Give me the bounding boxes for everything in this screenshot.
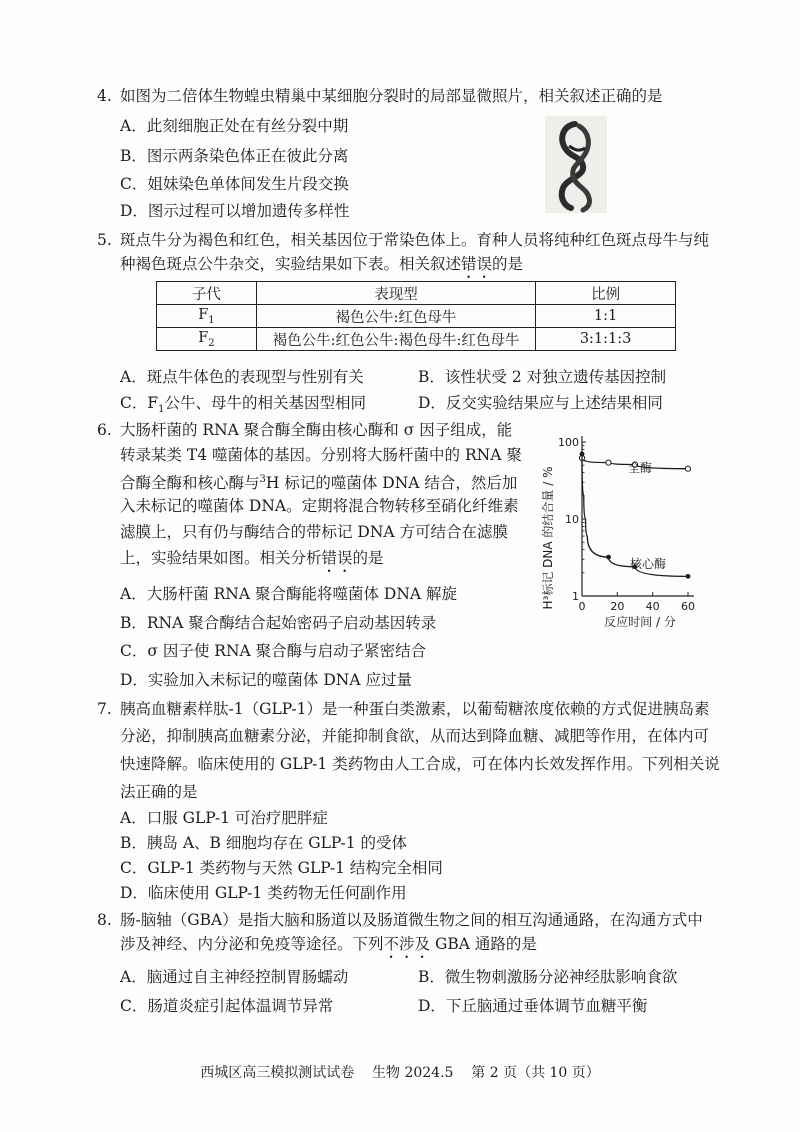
chromosome-micrograph <box>545 116 607 213</box>
q5-option-b: B．该性状受 2 对独立遗传基因控制 <box>418 368 667 386</box>
q7-option-d: D．临床使用 GLP-1 类药物无任何副作用 <box>120 884 407 902</box>
data-point-holoenzyme <box>685 466 690 471</box>
question-8-line2: 涉及神经、内分泌和免疫等途径。下列不涉及 GBA 通路的是 <box>120 935 537 953</box>
question-7-line2: 分泌，抑制胰高血糖素分泌，并能抑制食欲，从而达到降血糖、减肥等作用，在体内可 <box>120 727 710 745</box>
q7-option-b: B．胰岛 A、B 细胞均存在 GLP-1 的受体 <box>120 834 408 852</box>
question-6-line2: 转录某类 T4 噬菌体的基因。分别将大肠杆菌中的 RNA 聚 <box>120 446 522 464</box>
chart-y-tick-label: 100 <box>558 436 579 449</box>
table-cell-phenotype: 褐色公牛:红色公牛:褐色母牛:红色母牛 <box>256 328 535 351</box>
table-cell-generation: $F_2$ <box>157 328 257 351</box>
question-7-line4: 法正确的是 <box>120 783 198 801</box>
q5-option-d: D．反交实验结果应与上述结果相同 <box>418 394 663 412</box>
binding-chart <box>530 428 705 643</box>
table-row <box>157 328 676 351</box>
question-5-stem-line2: 种褐色斑点公牛杂交，实验结果如下表。相关叙述错误的是 <box>120 255 524 273</box>
q6-option-b: B．RNA 聚合酶结合起始密码子启动基因转录 <box>120 614 437 632</box>
question-8-line1: 肠-脑轴（GBA）是指大脑和肠道以及肠道微生物之间的相互沟通通路，在沟通方式中 <box>120 911 703 929</box>
series-label-holoenzyme: 全酶 <box>628 461 653 475</box>
q4-option-a: A．此刻细胞正处在有丝分裂中期 <box>120 117 349 135</box>
question-6-line6: 上，实验结果如图。相关分析错误的是 <box>120 549 384 567</box>
q5-option-c: C．$F_1$公牛、母牛的相关基因型相同 <box>120 394 367 416</box>
data-point-core-enzyme <box>580 452 585 457</box>
table-cell-phenotype: 褐色公牛:红色母牛 <box>256 305 535 328</box>
question-5-number: 5. <box>97 231 112 249</box>
table-row <box>157 305 676 328</box>
table-cell-generation: $F_1$ <box>157 305 257 328</box>
q8-option-a: A．脑通过自主神经控制胃肠蠕动 <box>120 968 349 986</box>
q4-option-d: D．图示过程可以增加遗传多样性 <box>120 202 350 220</box>
question-7-line1: 胰高血糖素样肽-1（GLP-1）是一种蛋白类激素，以葡萄糖浓度依赖的方式促进胰岛素 <box>120 700 710 718</box>
data-point-core-enzyme <box>606 555 611 560</box>
series-label-core-enzyme: 核心酶 <box>630 557 667 571</box>
question-5-stem-line1: 斑点牛分为褐色和红色，相关基因位于常染色体上。育种人员将纯种红色斑点母牛与纯 <box>120 231 710 249</box>
q8-option-c: C．肠道炎症引起体温调节异常 <box>120 997 334 1015</box>
chart-x-tick-label: 60 <box>681 600 695 613</box>
table-header-phenotype: 表现型 <box>256 282 535 305</box>
table-cell-ratio: 3:1:1:3 <box>536 328 676 351</box>
chart-y-tick-label: 10 <box>565 513 579 526</box>
q7-option-c: C．GLP-1 类药物与天然 GLP-1 结构完全相同 <box>120 859 443 877</box>
question-7-line3: 快速降解。临床使用的 GLP-1 类药物由人工合成，可在体内长效发挥作用。下列相关说 <box>120 755 720 773</box>
question-6-line3: 合酶全酶和核心酶与$^3$H 标记的噬菌体 DNA 结合，然后加 <box>120 474 518 493</box>
chart-x-tick-label: 0 <box>578 600 586 613</box>
table-cell-ratio: 1:1 <box>536 305 676 328</box>
table-header-ratio: 比例 <box>536 282 676 305</box>
q6-option-d: D．实验加入未标记的噬菌体 DNA 应过量 <box>120 671 412 689</box>
question-7-number: 7. <box>97 700 112 718</box>
table-header-generation: 子代 <box>157 282 257 305</box>
table-header-row <box>157 282 676 305</box>
page-footer <box>0 1062 800 1082</box>
emphasis-wrong: 错误 <box>321 549 353 567</box>
q4-option-b: B．图示两条染色体正在彼此分离 <box>120 147 349 165</box>
question-6-number: 6. <box>97 421 112 439</box>
q8-option-d: D．下丘脑通过垂体调节血糖平衡 <box>418 997 648 1015</box>
data-point-holoenzyme <box>606 460 611 465</box>
q4-option-c: C．姐妹染色单体间发生片段交换 <box>120 175 349 193</box>
footer-page-number: 第 2 页（共 10 页） <box>471 1065 600 1081</box>
question-4-stem: 如图为二倍体生物蝗虫精巢中某细胞分裂时的局部显微照片，相关叙述正确的是 <box>120 87 663 105</box>
chart-x-label: 反应时间 / 分 <box>604 615 676 629</box>
question-6-line5: 滤膜上，只有仍与酶结合的带标记 DNA 方可结合在滤膜 <box>120 523 509 541</box>
binding-chart-svg <box>530 428 705 643</box>
chart-y-label: H³标记 DNA 的结合量 / % <box>541 466 555 610</box>
question-8-number: 8. <box>97 911 112 929</box>
chart-x-tick-label: 20 <box>610 600 625 613</box>
data-point-core-enzyme <box>686 574 691 579</box>
q6-option-c: C．σ 因子使 RNA 聚合酶与启动子紧密结合 <box>120 642 427 660</box>
question-6-line1: 大肠杆菌的 RNA 聚合酶全酶由核心酶和 σ 因子组成，能 <box>120 421 513 439</box>
chart-x-tick-label: 40 <box>645 600 660 613</box>
q7-option-a: A．口服 GLP-1 可治疗肥胖症 <box>120 809 328 827</box>
question-4-number: 4. <box>97 87 112 105</box>
footer-subject: 生物 2024.5 <box>372 1065 454 1081</box>
q8-option-b: B．微生物刺激肠分泌神经肽影响食欲 <box>418 968 678 986</box>
offspring-table <box>156 281 676 351</box>
chart-y-tick-label: 1 <box>572 590 579 603</box>
q6-option-a: A．大肠杆菌 RNA 聚合酶能将噬菌体 DNA 解旋 <box>120 585 458 603</box>
question-6-line4: 入未标记的噬菌体 DNA。定期将混合物转移至硝化纤维素 <box>120 497 519 515</box>
footer-school: 西城区高三模拟测试试卷 <box>200 1065 355 1081</box>
emphasis-not-involved: 不涉及 <box>383 935 431 953</box>
emphasis-wrong: 错误 <box>461 255 493 273</box>
q5-option-a: A．斑点牛体色的表现型与性别有关 <box>120 368 364 386</box>
